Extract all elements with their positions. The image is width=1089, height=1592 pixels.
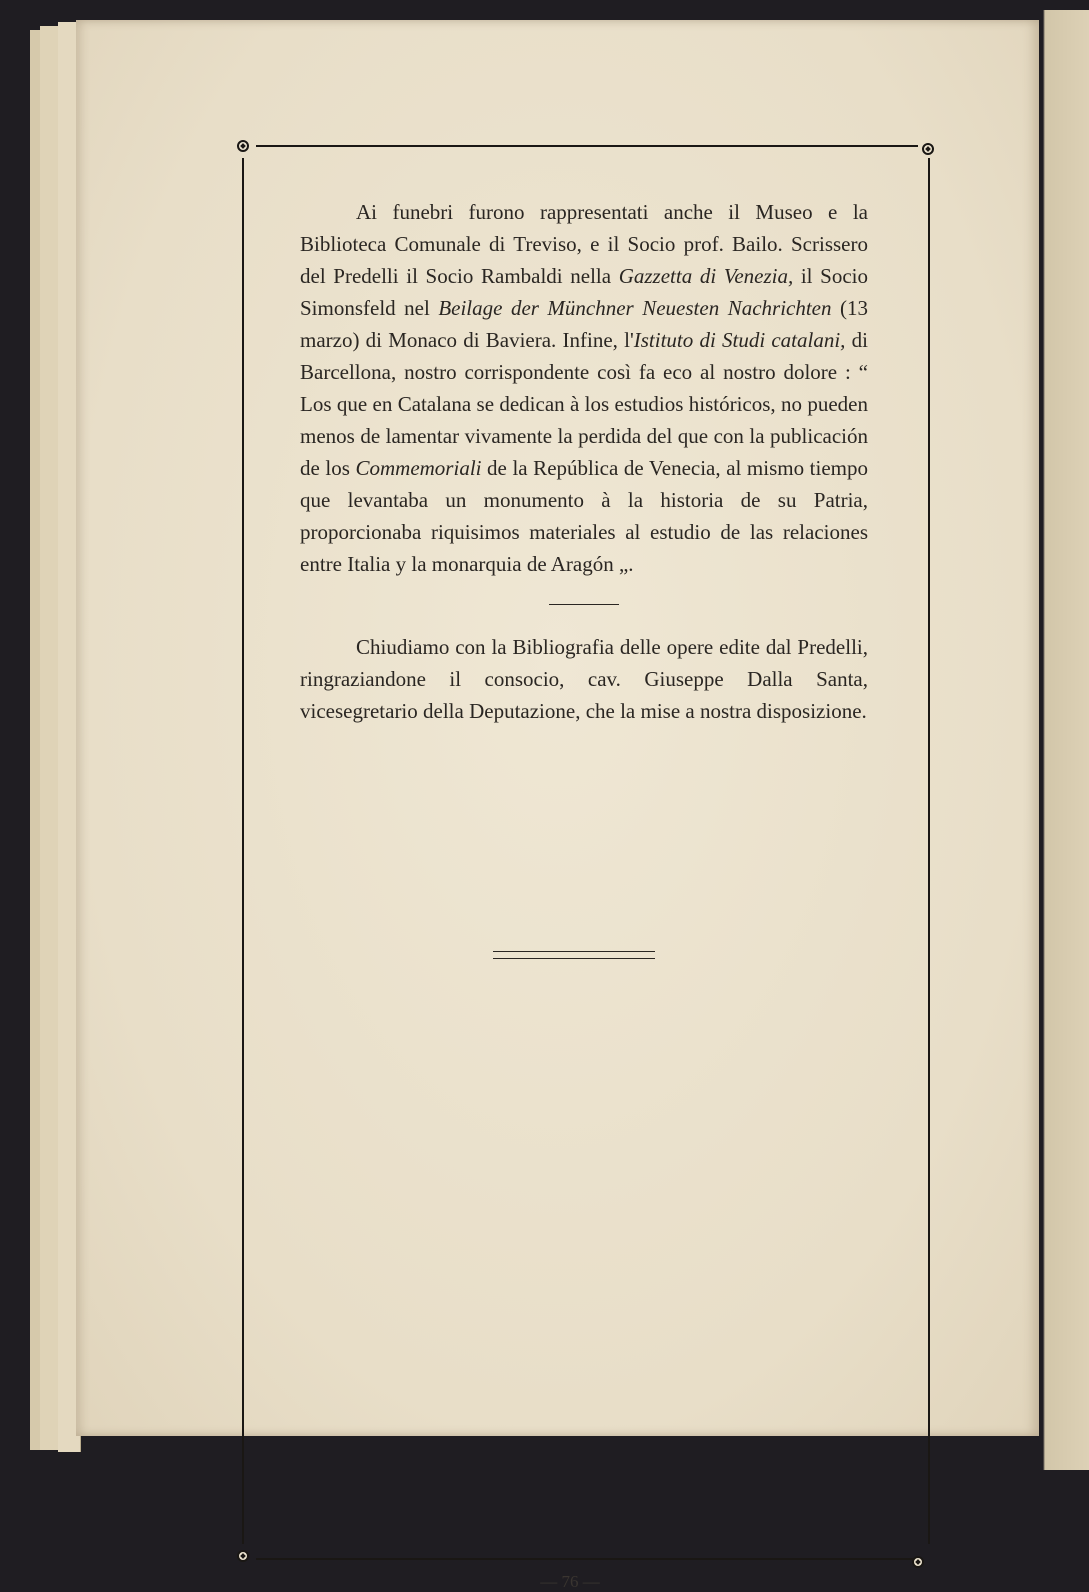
text-span: de la República de Venecia, al mismo tiempo que levantaba un monumento à la historia de su Patria, proporcionaba riquisimos materiales al estudio de las relaciones entre Italia y la monarquia de Aragón „. [300, 456, 869, 576]
frame-corner-ornament [912, 1556, 924, 1568]
italic-title: Commemoriali [355, 456, 482, 480]
italic-title: Beilage der Münchner Neuesten Nachrichten [438, 296, 832, 320]
frame-corner-ornament [922, 143, 934, 155]
paragraph-bibliography: Chiudiamo con la Bibliografia delle opere edite dal Predelli, ringraziandone il consocio, cav. Giuseppe Dalla Santa, vicesegretario della Deputazione, che la mise a nostra disposizione. [300, 635, 868, 723]
text-span: di Barcellona, nostro corrispondente così fa eco al nostro dolore : “ Los que en Catalana se dedican à los estudios históricos, no pueden menos de lamentar vivamente la perdida del que con la publicación de los [300, 328, 868, 480]
double-rule-ornament [493, 951, 655, 959]
italic-title: Istituto di Studi catalani, [633, 328, 846, 352]
frame-corner-ornament [237, 1550, 249, 1562]
frame-bottom-line [256, 1558, 918, 1560]
text-span: (13 marzo) di Monaco di Baviera. Infine, l' [300, 296, 868, 352]
frame-corner-ornament [237, 140, 249, 152]
page-number: — 76 — [540, 1572, 600, 1591]
frame-right-line [928, 158, 930, 1544]
frame-left-line [242, 158, 244, 1544]
paragraph-funerals [300, 196, 868, 580]
text-span: il Socio Simonsfeld nel [300, 264, 868, 320]
facing-page-edge [1039, 10, 1089, 1470]
text-span: Ai funebri furono rappresentati anche il Museo e la Biblioteca Comunale di Treviso, e il Socio prof. Bailo. Scrissero del Predelli il Socio Rambaldi nella [300, 200, 868, 288]
frame-top-line [256, 145, 918, 147]
body-text [300, 196, 868, 727]
section-divider [549, 604, 619, 605]
italic-title: Gazzetta di Venezia, [618, 264, 794, 288]
